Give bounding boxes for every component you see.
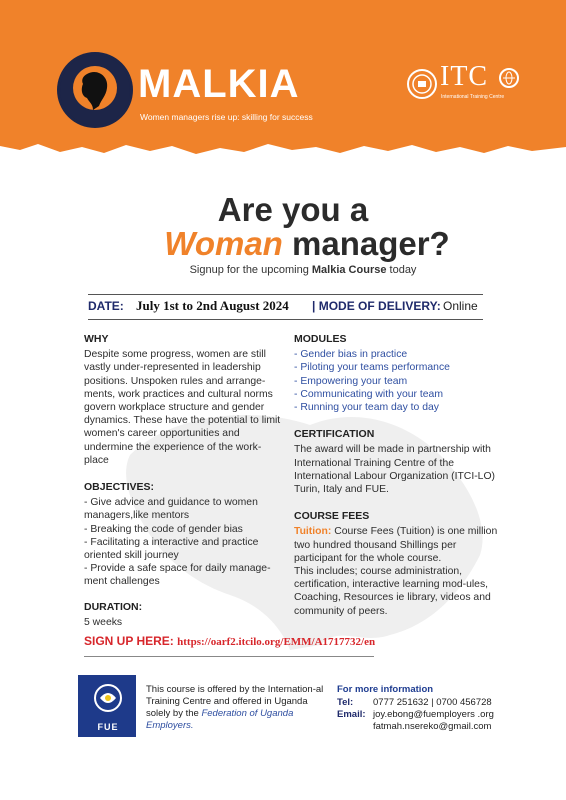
objectives-list <box>84 496 284 588</box>
contact-info <box>337 684 537 733</box>
signup-suffix: today <box>386 264 417 276</box>
why-text: Despite some progress, women are still vastly under-represented in leadership positions. Unspoken rules and arrange-ments, work practices and cultural norms govern workplace structure and gender dynamics. These have the potential to limit women's career opportunities and undermine the experience of the work-place <box>84 349 281 466</box>
fees-includes: This includes; course administration, certification, interactive learning mod-ules, Coaching, Resources ie library, videos and community of peers. <box>294 566 491 617</box>
more-info-heading: For more information <box>337 684 434 695</box>
certification-heading: CERTIFICATION <box>294 428 375 441</box>
modules-heading: MODULES <box>294 333 347 345</box>
fue-logo-icon <box>78 675 136 737</box>
right-column <box>294 333 506 618</box>
why-heading: WHY <box>84 333 109 345</box>
signup-link[interactable] <box>84 634 374 648</box>
tel-value[interactable]: 0777 251632 | 0700 456728 <box>373 697 492 708</box>
tuition-label: Tuition: <box>294 526 332 538</box>
offered-org: Federation of Uganda Employers. <box>146 708 294 731</box>
email-label: Email: <box>337 709 366 720</box>
headline-rest: manager? <box>282 225 450 262</box>
email-value-2[interactable]: fatmah.nsereko@gmail.com <box>373 721 492 732</box>
signup-url[interactable]: https://oarf2.itcilo.org/EMM/A1717732/en <box>177 636 376 648</box>
delivery-mode-label: | MODE OF DELIVERY: <box>312 299 441 313</box>
list-item: - Give advice and guidance to women managers,like mentors <box>84 497 258 522</box>
left-column <box>84 333 284 629</box>
email-value-1[interactable]: joy.ebong@fuemployers .org <box>373 709 494 720</box>
date-bar <box>88 294 483 320</box>
header-banner <box>0 0 566 160</box>
itc-seal-icon <box>407 69 437 99</box>
list-item: - Empowering your team <box>294 375 408 387</box>
list-item: - Piloting your teams performance <box>294 362 450 374</box>
headline-line-1: Are you a <box>217 191 369 228</box>
fees-text <box>294 525 506 565</box>
divider <box>84 656 374 657</box>
email-row-2 <box>337 721 537 733</box>
course-name: Malkia Course <box>311 264 387 276</box>
list-item: - Gender bias in practice <box>294 349 408 361</box>
list-item: - Provide a safe space for daily manage-ment challenges <box>84 563 271 588</box>
list-item: - Running your team day to day <box>294 402 439 414</box>
malkia-logo-icon <box>57 52 133 128</box>
objectives-heading: OBJECTIVES: <box>84 481 155 494</box>
certification-text: The award will be made in partnership with International Training Centre of the International Labour Organization (ITCI-LO) Turin, Italy and FUE. <box>294 444 495 496</box>
torn-paper-edge <box>0 138 566 164</box>
duration-heading: DURATION: <box>84 600 143 613</box>
duration-value: 5 weeks <box>84 616 123 628</box>
headline-accent-word: Woman <box>164 225 283 262</box>
offered-by-text <box>146 684 328 732</box>
email-row <box>337 709 537 721</box>
brand-tagline: Women managers rise up: skilling for success <box>140 112 313 122</box>
delivery-mode-value: Online <box>443 299 478 313</box>
date-value: July 1st to 2nd August 2024 <box>136 298 289 313</box>
signup-label: SIGN UP HERE: <box>84 634 178 648</box>
partner-subtitle: International Training Centre <box>441 94 505 100</box>
fue-label: FUE <box>97 722 119 732</box>
tel-label: Tel: <box>337 697 354 708</box>
tuition-text: Course Fees (Tuition) is one million two hundred thousand Shillings per participant for the whole course. <box>294 526 498 564</box>
globe-icon <box>499 68 519 88</box>
partner-name: ITC <box>440 61 489 92</box>
list-item: - Communicating with your team <box>294 388 443 400</box>
signup-subheading <box>0 264 566 276</box>
list-item: - Breaking the code of gender bias <box>84 523 243 535</box>
fees-heading: COURSE FEES <box>294 510 370 523</box>
offered-text: This course is offered by the Internation-al Training Centre and offered in Uganda solely by the <box>146 684 324 719</box>
modules-list <box>294 348 506 414</box>
brand-name: MALKIA <box>138 62 300 106</box>
tel-row <box>337 697 537 709</box>
headline-line-2 <box>0 226 566 262</box>
signup-prefix: Signup for the upcoming <box>189 264 312 276</box>
list-item: - Facilitating a interactive and practice oriented skill journey <box>84 536 259 562</box>
date-label: DATE: <box>88 299 124 313</box>
